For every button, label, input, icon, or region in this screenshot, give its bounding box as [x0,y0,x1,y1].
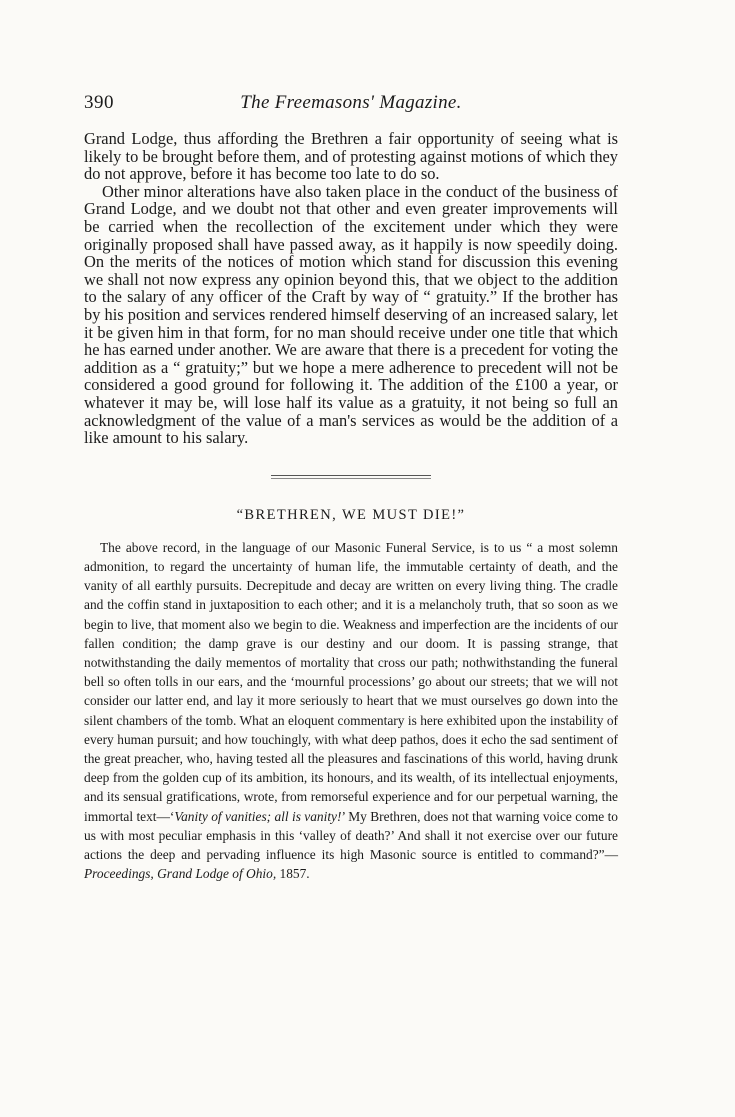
scripture-quote: Vanity of vanities; all is vanity! [174,808,342,824]
section-heading: “BRETHREN, WE MUST DIE!” [236,506,466,523]
section-divider [271,475,431,481]
section-body [84,538,618,884]
article-paragraph-2: Other minor alterations have also taken place in the conduct of the business of Grand Lodge, and we doubt not that other and even greater improvements will be carried when the recollection of the excitement under which they were originally proposed shall have passed away, as it happily is now speedily doing. On the merits of the notices of motion which stand for discussion this evening we shall not now express any opinion beyond this, that we object to the addition to the salary of any officer of the Craft by way of “ gratuity.” If the brother has by his position and services rendered himself deserving of an increased salary, let it be given him in that form, for no man should receive under one title that which he has earned under another. We are aware that there is a precedent for voting the addition as a “ gratuity;” but we hope a mere adherence to precedent will not be considered a good ground for following it. The addition of the £100 a year, or whatever it may be, will lose half its value as a gratuity, it not being so full an acknowledgment of the value of a man's services as would be the addition of a like amount to his salary. [84,181,618,448]
running-head [84,92,618,118]
divider-line-top [271,475,431,476]
divider-line-bottom [271,478,431,479]
page [84,92,618,883]
section-paragraph [84,538,618,884]
citation-source: Proceedings, Grand Lodge of Ohio, [84,866,277,882]
article-body [84,130,618,447]
page-number: 390 [84,92,114,113]
article-paragraph-1: Grand Lodge, thus affording the Brethren a fair opportunity of seeing what is likely to be brought before them, and of protesting against motions of which they do not approve, before it has become too late to do so. [84,129,618,184]
section-text-part-2: ’ My Brethren, does not that warning voice come to us with most peculiar emphasis in this ‘valley of death?’ And shall it not exercise over our future actions the deep and pervading influence its high Masonic source is entitled to command?”— [84,808,619,862]
journal-title: The Freemasons' Magazine. [240,92,462,113]
citation-year: 1857. [276,866,310,882]
section-text-part-1: The above record, in the language of our Masonic Funeral Service, is to us “ a most solemn admonition, to regard the uncertainty of human life, the immutable certainty of death, and the vanity of all earthly pursuits. Decrepitude and decay are written on every living thing. The cradle and the coffin stand in juxtaposition to each other; and it is a melancholy truth, that so soon as we begin to live, that moment also we begin to die. Weakness and imperfection are the incidents of our fallen condition; the damp grave is our destiny and our doom. It is passing strange, that notwithstanding the daily mementos of mortality that cross our path; nothwithstanding the funeral bell so often tolls in our ears, and the ‘mournful processions’ go about our streets; that we will not consider our latter end, and lay it more seriously to heart that we must ourselves go down into the silent chambers of the tomb. What an eloquent commentary is here exhibited upon the instability of every human pursuit; and how touchingly, with what deep pathos, does it echo the sad sentiment of the great preacher, who, having tested all the pleasures and fascinations of this world, having drunk deep from the golden cup of its ambition, its honours, and its wealth, of its intellectual enjoyments, and its sensual gratifications, wrote, from remorseful experience and for our perpetual warning, the immortal text—‘ [84,539,618,824]
